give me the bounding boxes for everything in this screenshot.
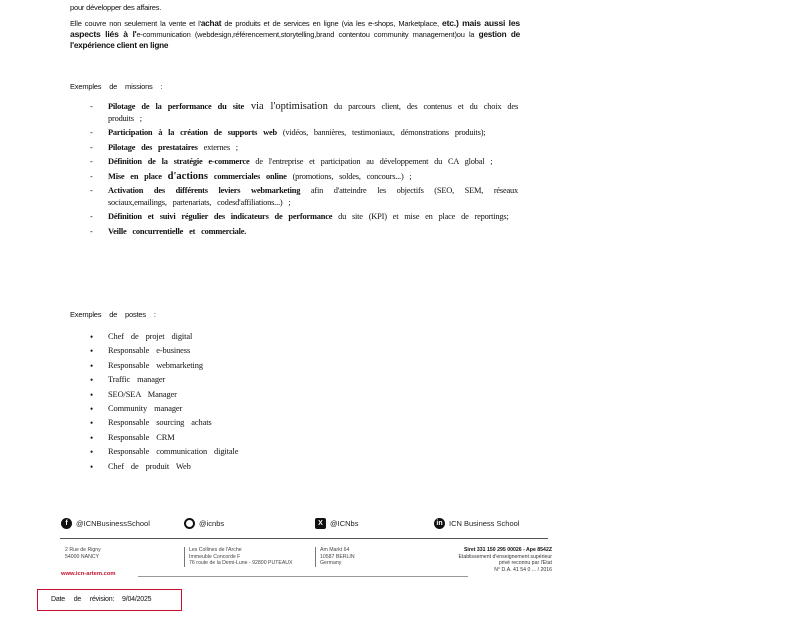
mission-item	[90, 156, 518, 168]
address-block	[61, 547, 101, 560]
mission-item	[90, 171, 518, 183]
poste-item	[90, 330, 390, 344]
poste-label: Responsable e-business	[108, 346, 191, 356]
address-block	[315, 547, 355, 567]
mission-text: de l'entreprise et participation au développement du CA global ;	[249, 157, 493, 166]
social-link[interactable]	[315, 516, 358, 530]
revision-label: Date de révision:	[51, 596, 115, 603]
dash-bullet: -	[90, 226, 93, 236]
dash-bullet: -	[90, 102, 93, 111]
poste-label: Community manager	[108, 404, 183, 414]
poste-item	[90, 402, 390, 416]
footer-siret: Siret 331 150 295 00026 - Ape 8542Z	[463, 547, 552, 553]
bullet-icon: •	[90, 461, 94, 472]
social-label: ICN Business School	[449, 518, 520, 528]
website-link[interactable]: www.icn-artem.com	[61, 571, 116, 577]
dash-bullet: -	[90, 212, 93, 221]
mission-bold: Activation des différents leviers webmarketing	[108, 186, 301, 195]
facebook-icon: f	[61, 518, 72, 529]
poste-label: Responsable communication digitale	[108, 447, 239, 457]
mission-emphasis: d'actions	[167, 170, 208, 182]
bullet-icon: •	[90, 375, 94, 386]
mission-bold: Pilotage des prestataires	[108, 142, 198, 152]
mission-text: (promotions, soldes, concours...) ;	[286, 171, 412, 181]
address-line: Immeuble Concorde F	[189, 553, 241, 560]
mission-item	[90, 226, 518, 238]
dash-bullet: -	[90, 128, 93, 137]
footer-legal	[430, 547, 552, 573]
website-underline	[138, 576, 468, 577]
poste-label: Responsable webmarketing	[108, 360, 203, 370]
postes-list	[90, 330, 390, 474]
address-line: 76 route de la Demi-Lune - 92800 PUTEAUX	[189, 560, 293, 566]
instagram-icon	[184, 518, 195, 529]
revision-date-box	[37, 589, 182, 611]
address-line: Les Collines de l'Arche	[189, 547, 242, 553]
dash-bullet: -	[90, 142, 93, 152]
mission-item	[90, 127, 518, 139]
bullet-icon: •	[90, 389, 94, 400]
intro-part: e-communication (webdesign,référencement,storytelling,brand contentou community management)ou la	[136, 30, 479, 39]
x-twitter-icon: X	[315, 518, 326, 529]
postes-heading: Exemples de postes :	[70, 310, 156, 319]
legal-line: N° D.A. 41 54 0 ... / 2016	[494, 566, 552, 573]
legal-line: Etablissement d'enseignement supérieur	[458, 553, 552, 560]
poste-item	[90, 359, 390, 373]
social-link[interactable]	[434, 516, 519, 530]
poste-label: Chef de produit Web	[108, 461, 191, 471]
poste-item	[90, 445, 390, 459]
mission-item	[90, 142, 518, 154]
poste-label: SEO/SEA Manager	[108, 389, 177, 399]
mission-bold: Veille concurrentielle et commerciale.	[108, 226, 247, 236]
bullet-icon: •	[90, 432, 94, 443]
mission-bold: Pilotage de la performance du site	[108, 102, 244, 111]
mission-emphasis: via l'optimisation	[244, 101, 328, 112]
bullet-icon: •	[90, 346, 94, 357]
mission-text: (vidéos, bannières, testimoniaux, démonstrations produits);	[276, 128, 486, 137]
mission-text: externes ;	[197, 142, 238, 152]
mission-bold: commerciales online	[207, 171, 287, 181]
revision-date: 9/04/2025	[122, 596, 152, 603]
mission-text: du parcours client, des contenus et du choix des produits ;	[108, 102, 518, 123]
dash-bullet: -	[90, 171, 93, 181]
mission-item	[90, 101, 518, 124]
intro-paragraph	[70, 18, 520, 51]
social-link[interactable]	[184, 516, 224, 530]
poste-label: Chef de projet digital	[108, 332, 193, 341]
missions-heading: Exemples de missions :	[70, 82, 163, 91]
mission-bold: Mise en place	[108, 171, 168, 181]
intro-achat: achat	[200, 19, 222, 28]
bullet-icon: •	[90, 418, 94, 429]
social-label: @ICNBusinessSchool	[76, 518, 150, 528]
mission-bold: Définition de la stratégie e-commerce	[108, 157, 250, 166]
poste-item	[90, 460, 390, 474]
poste-item	[90, 416, 390, 430]
intro-emphasis: etc.) mais aussi les aspects liés à l'	[70, 18, 520, 39]
poste-item	[90, 431, 390, 445]
social-link[interactable]	[61, 516, 150, 530]
dash-bullet: -	[90, 186, 93, 195]
mission-bold: Participation à la création de supports web	[108, 128, 277, 137]
intro-part: Elle couvre non seulement la vente et l'	[70, 19, 201, 28]
address-line: Am Markt 64	[320, 547, 350, 553]
poste-item	[90, 344, 390, 358]
address-line: 2 Rue de Rigny	[65, 547, 101, 553]
bullet-icon: •	[90, 332, 94, 342]
legal-line: privé reconnu par l'Etat	[498, 560, 552, 566]
linkedin-icon: in	[434, 518, 445, 529]
mission-bold: Définition et suivi régulier des indicateurs de performance	[108, 212, 333, 221]
bullet-icon: •	[90, 447, 94, 458]
address-line: Germany	[320, 560, 342, 566]
footer-legal-lines	[434, 554, 552, 574]
poste-label: Traffic manager	[108, 375, 166, 385]
bullet-icon: •	[90, 360, 94, 371]
missions-list	[90, 101, 518, 240]
intro-line: pour développer des affaires.	[70, 3, 162, 12]
dash-bullet: -	[90, 157, 93, 166]
poste-item	[90, 373, 390, 387]
mission-text: afin d'atteindre les objectifs (SEO, SEM, réseaux sociaux,emailings, partenariats, codesd'affiliations...) ;	[108, 186, 518, 207]
poste-item	[90, 388, 390, 402]
poste-label: Responsable sourcing achats	[108, 418, 212, 428]
intro-strong: gestion de l'expérience client en ligne	[70, 30, 520, 50]
mission-item	[90, 211, 518, 223]
social-label: @icnbs	[199, 518, 225, 528]
intro-part: de produits et de services en ligne (via les e-shops, Marketplace,	[221, 19, 439, 28]
social-label: @ICNbs	[330, 518, 359, 528]
footer-divider	[60, 538, 548, 539]
mission-item	[90, 185, 518, 208]
intro-text	[70, 2, 520, 56]
address-line: 54000 NANCY	[65, 553, 100, 560]
address-line: 10587 BERLIN	[320, 553, 355, 560]
bullet-icon: •	[90, 404, 94, 415]
poste-label: Responsable CRM	[108, 432, 175, 442]
address-block	[184, 547, 293, 567]
mission-text: du site (KPI) et mise en place de reportings;	[332, 212, 509, 221]
